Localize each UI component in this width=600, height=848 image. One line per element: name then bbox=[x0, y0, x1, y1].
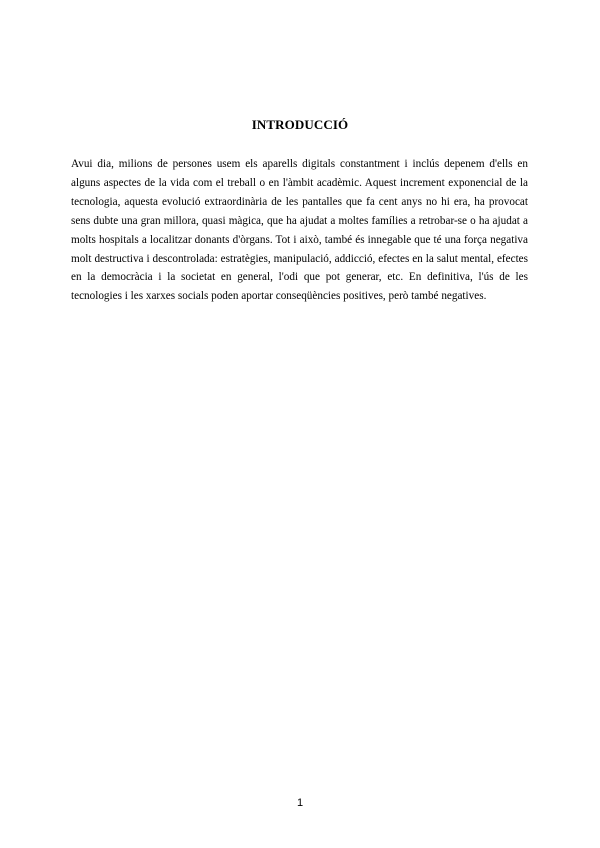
body-paragraph: Avui dia, milions de persones usem els aparells digitals constantment i inclús depenem d'ells en alguns aspectes de la vida com el treball o en l'àmbit acadèmic. Aquest increment exponencial de la tecnologia, aquesta evolució extraordinària de les pantalles que fa cent anys no hi era, ha provocat sens dubte una gran millora, quasi màgica, que ha ajudat a moltes famílies a retrobar-se o ha ajudat a molts hospitals a localitzar donants d'òrgans. Tot i això, també és innegable que té una força negativa molt destructiva i descontrolada: estratègies, manipulació, addicció, efectes en la salut mental, efectes en la democràcia i la societat en general, l'odi que pot generar, etc. En definitiva, l'ús de les tecnologies i les xarxes socials poden aportar conseqüències positives, però també negatives. bbox=[71, 158, 528, 303]
section-title: INTRODUCCIÓ bbox=[251, 117, 349, 132]
page-number: 1 bbox=[296, 797, 304, 809]
